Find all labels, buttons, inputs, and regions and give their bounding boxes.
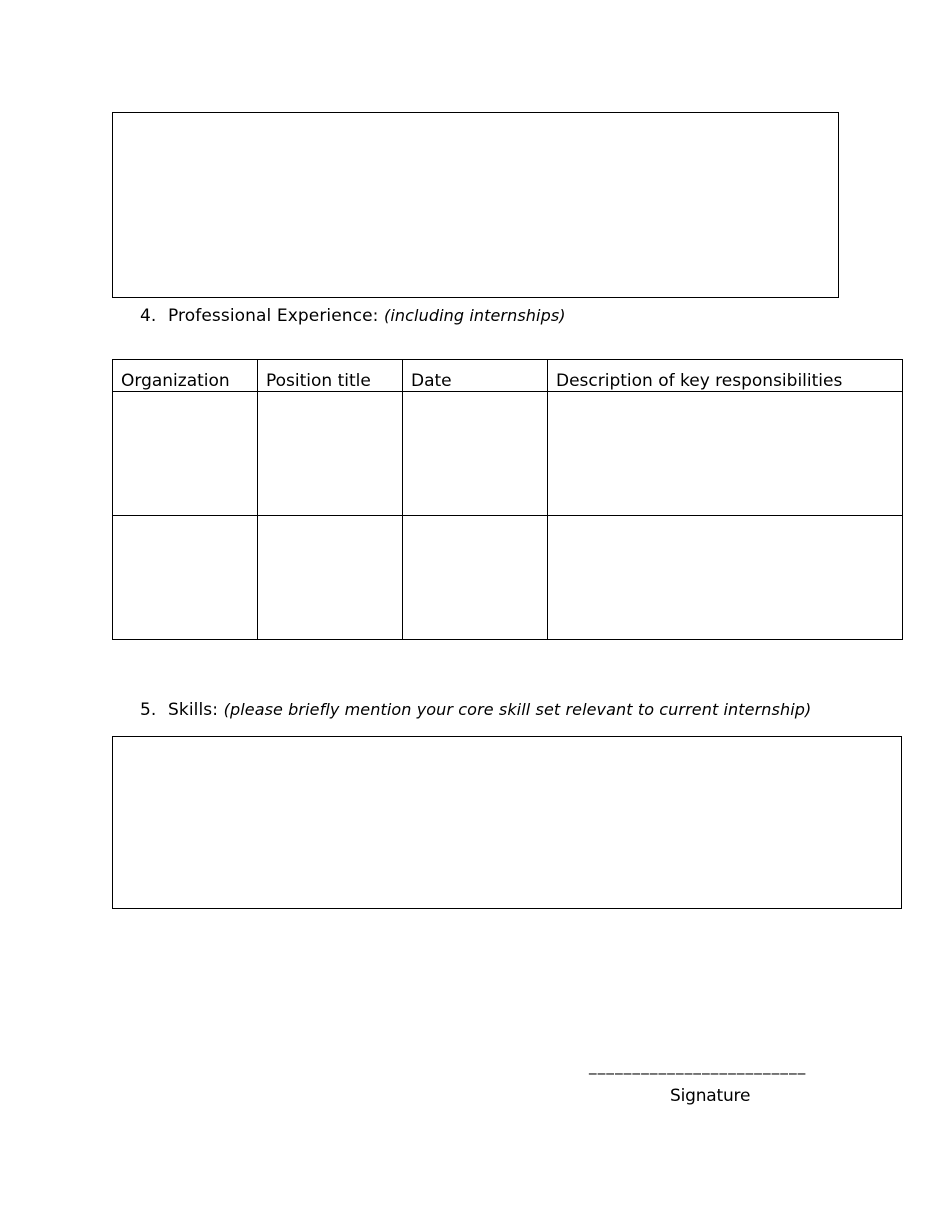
skills-answer-box[interactable]	[112, 736, 902, 909]
column-header-description: Description of key responsibilities	[548, 360, 903, 392]
table-cell-organization[interactable]	[113, 516, 258, 640]
professional-experience-heading	[140, 306, 566, 326]
signature-label: Signature	[670, 1086, 751, 1106]
section-title: Skills:	[168, 700, 219, 720]
table-cell-description[interactable]	[548, 392, 903, 516]
table-cell-position-title[interactable]	[258, 392, 403, 516]
section-number: 5.	[140, 700, 157, 720]
table-header-row	[113, 360, 903, 392]
experience-table	[112, 359, 903, 640]
section-title: Professional Experience:	[168, 306, 379, 326]
signature-line[interactable]: _________________________	[589, 1057, 807, 1075]
previous-answer-box[interactable]	[112, 112, 839, 298]
column-header-organization: Organization	[113, 360, 258, 392]
column-header-date: Date	[403, 360, 548, 392]
table-cell-date[interactable]	[403, 516, 548, 640]
skills-heading	[140, 700, 811, 720]
section-number: 4.	[140, 306, 157, 326]
table-cell-organization[interactable]	[113, 392, 258, 516]
table-row	[113, 516, 903, 640]
table-cell-date[interactable]	[403, 392, 548, 516]
table-cell-position-title[interactable]	[258, 516, 403, 640]
table-row	[113, 392, 903, 516]
section-note: (including internships)	[384, 306, 566, 325]
column-header-position-title: Position title	[258, 360, 403, 392]
table-cell-description[interactable]	[548, 516, 903, 640]
section-note: (please briefly mention your core skill set relevant to current internship)	[223, 700, 812, 719]
